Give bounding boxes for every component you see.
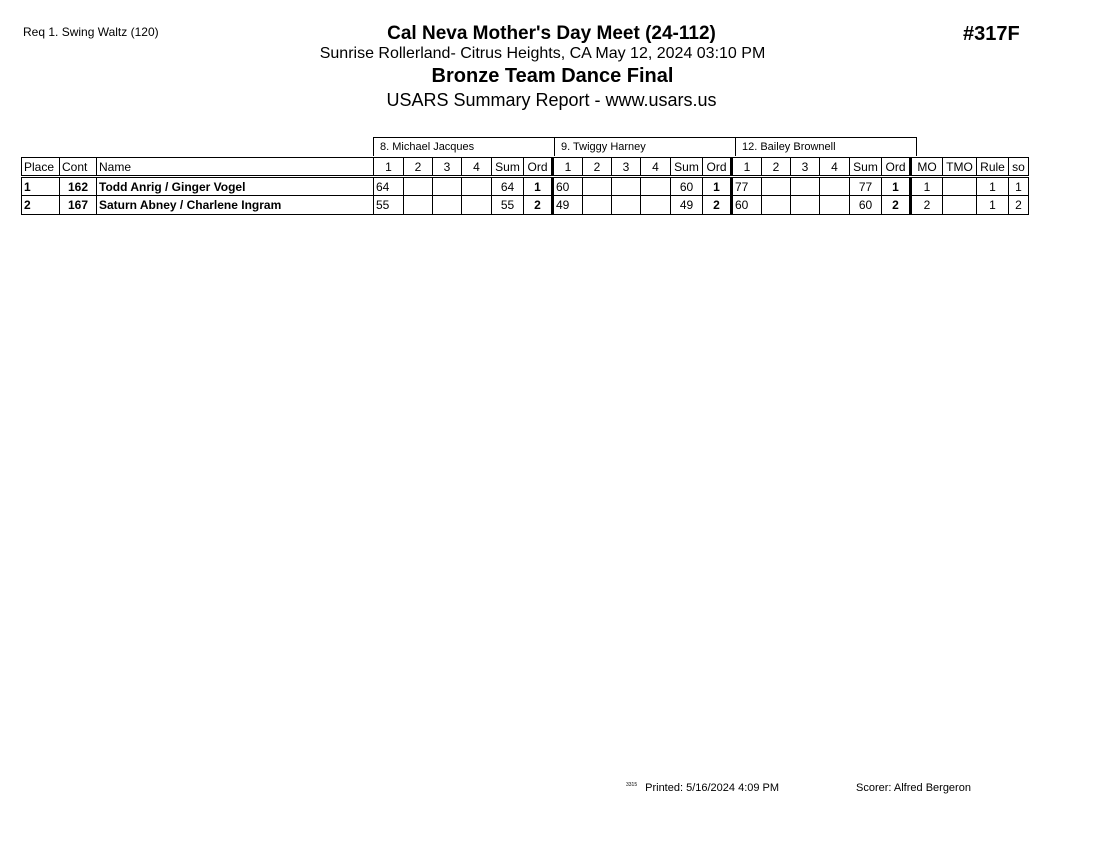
col-j3-4: 4 bbox=[820, 158, 850, 177]
name-cell: Saturn Abney / Charlene Ingram bbox=[97, 196, 374, 215]
col-j2-sum: Sum bbox=[671, 158, 703, 177]
sum-cell: 60 bbox=[850, 196, 882, 215]
event-name: Bronze Team Dance Final bbox=[431, 65, 674, 87]
table-row bbox=[22, 196, 1029, 215]
col-j2-3: 3 bbox=[612, 158, 641, 177]
score-cell bbox=[791, 177, 820, 196]
sum-cell: 64 bbox=[492, 177, 524, 196]
score-cell bbox=[820, 196, 850, 215]
tmo-cell bbox=[943, 177, 977, 196]
score-cell: 77 bbox=[732, 177, 762, 196]
score-cell bbox=[762, 177, 791, 196]
col-j2-4: 4 bbox=[641, 158, 671, 177]
ord-cell: 1 bbox=[882, 177, 911, 196]
event-code: #317F bbox=[963, 23, 1020, 45]
col-j1-sum: Sum bbox=[492, 158, 524, 177]
score-cell bbox=[612, 177, 641, 196]
score-cell: 60 bbox=[732, 196, 762, 215]
col-j2-ord: Ord bbox=[703, 158, 732, 177]
requirement-label: Req 1. Swing Waltz (120) bbox=[23, 25, 159, 39]
judge-name: 12. Bailey Brownell bbox=[736, 138, 917, 156]
printed-timestamp bbox=[626, 782, 779, 794]
col-j3-2: 2 bbox=[762, 158, 791, 177]
sum-cell: 77 bbox=[850, 177, 882, 196]
ord-cell: 2 bbox=[882, 196, 911, 215]
col-j1-2: 2 bbox=[404, 158, 433, 177]
score-cell bbox=[820, 177, 850, 196]
mo-cell: 1 bbox=[911, 177, 943, 196]
col-j3-1: 1 bbox=[732, 158, 762, 177]
col-j3-ord: Ord bbox=[882, 158, 911, 177]
score-cell bbox=[641, 177, 671, 196]
tmo-cell bbox=[943, 196, 977, 215]
score-cell bbox=[433, 196, 462, 215]
col-j3-3: 3 bbox=[791, 158, 820, 177]
ord-cell: 1 bbox=[703, 177, 732, 196]
score-cell bbox=[791, 196, 820, 215]
score-cell: 60 bbox=[553, 177, 583, 196]
judge-name: 9. Twiggy Harney bbox=[555, 138, 736, 156]
place-cell: 1 bbox=[22, 177, 60, 196]
report-name: USARS Summary Report - www.usars.us bbox=[386, 90, 717, 110]
col-j1-3: 3 bbox=[433, 158, 462, 177]
score-cell: 55 bbox=[374, 196, 404, 215]
ord-cell: 2 bbox=[524, 196, 553, 215]
rule-cell: 1 bbox=[977, 196, 1009, 215]
score-cell bbox=[612, 196, 641, 215]
results-table bbox=[21, 157, 1029, 215]
meet-title: Cal Neva Mother's Day Meet (24-112) bbox=[387, 23, 716, 44]
judge-name: 8. Michael Jacques bbox=[374, 138, 555, 156]
col-so: so bbox=[1009, 158, 1029, 177]
col-rule: Rule bbox=[977, 158, 1009, 177]
col-j1-1: 1 bbox=[374, 158, 404, 177]
printed-label: Printed: 5/16/2024 4:09 PM bbox=[645, 782, 780, 794]
col-j1-ord: Ord bbox=[524, 158, 553, 177]
sum-cell: 60 bbox=[671, 177, 703, 196]
col-place: Place bbox=[22, 158, 60, 177]
col-j1-4: 4 bbox=[462, 158, 492, 177]
name-cell: Todd Anrig / Ginger Vogel bbox=[97, 177, 374, 196]
judges-header bbox=[373, 137, 917, 156]
ord-cell: 2 bbox=[703, 196, 732, 215]
place-cell: 2 bbox=[22, 196, 60, 215]
score-cell: 64 bbox=[374, 177, 404, 196]
score-cell bbox=[462, 196, 492, 215]
table-header-row bbox=[22, 158, 1029, 177]
col-j2-1: 1 bbox=[553, 158, 583, 177]
score-cell bbox=[641, 196, 671, 215]
col-mo: MO bbox=[911, 158, 943, 177]
score-cell bbox=[404, 196, 433, 215]
scorer-label: Scorer: Alfred Bergeron bbox=[856, 782, 971, 794]
sum-cell: 55 bbox=[492, 196, 524, 215]
score-cell bbox=[462, 177, 492, 196]
col-cont: Cont bbox=[60, 158, 97, 177]
score-cell bbox=[404, 177, 433, 196]
mo-cell: 2 bbox=[911, 196, 943, 215]
so-cell: 2 bbox=[1009, 196, 1029, 215]
score-cell bbox=[433, 177, 462, 196]
table-row bbox=[22, 177, 1029, 196]
score-cell bbox=[762, 196, 791, 215]
so-cell: 1 bbox=[1009, 177, 1029, 196]
col-j2-2: 2 bbox=[583, 158, 612, 177]
sum-cell: 49 bbox=[671, 196, 703, 215]
venue-line: Sunrise Rollerland- Citrus Heights, CA May 12, 2024 03:10 PM bbox=[319, 45, 766, 62]
score-cell bbox=[583, 196, 612, 215]
col-name: Name bbox=[97, 158, 374, 177]
rule-cell: 1 bbox=[977, 177, 1009, 196]
score-cell: 49 bbox=[553, 196, 583, 215]
cont-cell: 162 bbox=[60, 177, 97, 196]
cont-cell: 167 bbox=[60, 196, 97, 215]
col-tmo: TMO bbox=[943, 158, 977, 177]
score-cell bbox=[583, 177, 612, 196]
tiny-mark: 3315 bbox=[626, 782, 638, 788]
col-j3-sum: Sum bbox=[850, 158, 882, 177]
ord-cell: 1 bbox=[524, 177, 553, 196]
